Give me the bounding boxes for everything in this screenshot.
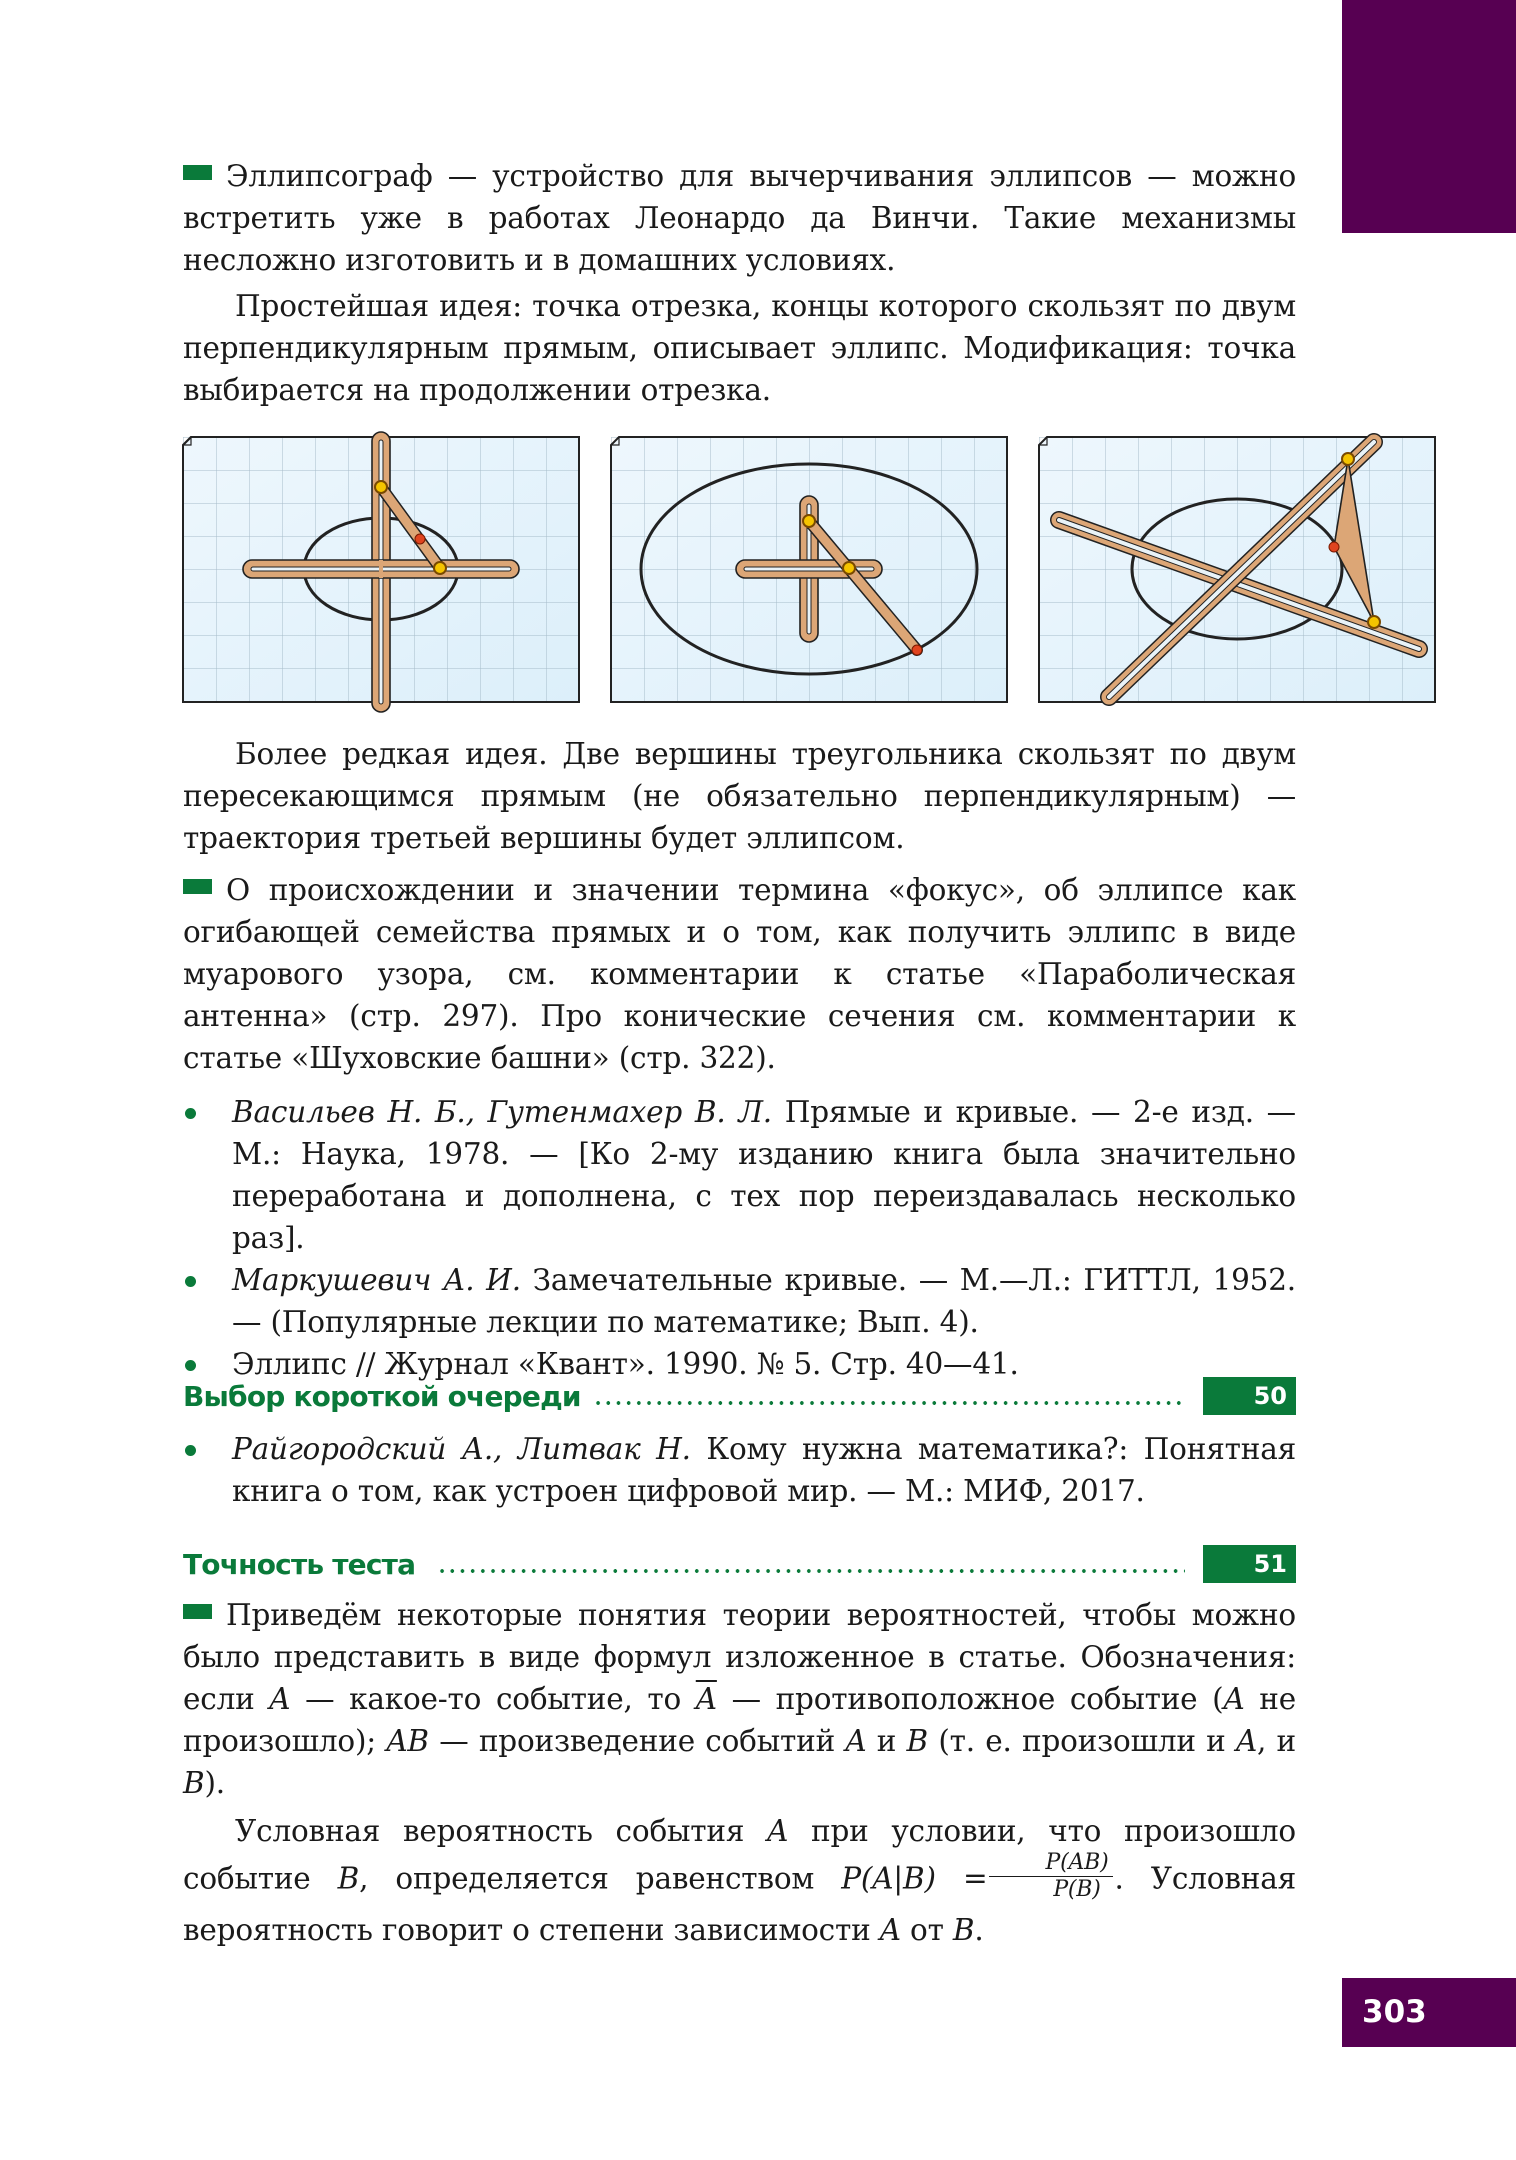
- paragraph-focus-reference: О происхождении и значении термина «фокус», об эллипсе как огибающей семейства прямых и о том, как получить эллипс в виде муарового узора, см. комментарии к статье «Параболическая антенна» (стр. 297). Про конические сечения см. комментарии к статье «Шуховские башни» (стр. 322).: [183, 873, 1296, 1075]
- references-list: [183, 1091, 1296, 1385]
- section-number-badge: 51: [1203, 1545, 1296, 1583]
- figure-panel-2: [611, 437, 1007, 702]
- bullet-icon: [185, 1276, 196, 1287]
- figure-panel-3: [1039, 437, 1435, 702]
- green-square-marker-icon: [183, 165, 212, 180]
- section-title: Точность теста: [183, 1547, 416, 1581]
- intro-paragraph-2: Простейшая идея: точка отрезка, концы которого скользят по двум перпендикулярным прямым, описывает эллипс. Модификация: точка выбирается на продолжении отрезка.: [183, 289, 1296, 407]
- reference-item: Райгородский А., Литвак Н. Кому нужна математика?: Понятная книга о том, как устроен цифровой мир. — М.: МИФ, 2017.: [183, 1428, 1296, 1512]
- references-list: [183, 1428, 1296, 1512]
- section-heading-queue: [183, 1376, 1296, 1416]
- bullet-icon: [185, 1445, 196, 1456]
- paragraph-triangle-idea: Более редкая идея. Две вершины треугольника скользят по двум пересекающимся прямым (не обязательно перпендикулярным) — траектория третьей вершины будет эллипсом.: [183, 737, 1296, 855]
- formula-fraction: $\frac{P(AB)}{P(B)}$: [989, 1850, 1112, 1903]
- intro-block: [183, 155, 1296, 411]
- reference-item: Эллипс // Журнал «Квант». 1990. № 5. Стр. 40—41.: [183, 1343, 1296, 1385]
- reference-item: Маркушевич А. И. Замечательные кривые. — М.—Л.: ГИТТЛ, 1952. — (Популярные лекции по математике; Вып. 4).: [183, 1259, 1296, 1343]
- green-square-marker-icon: [183, 1604, 212, 1619]
- figure-panel-1: [183, 437, 579, 702]
- figure-row: [183, 437, 1436, 717]
- leader-dots: [437, 1568, 1185, 1574]
- green-square-marker-icon: [183, 879, 212, 894]
- bullet-icon: [185, 1360, 196, 1371]
- section-heading-test-accuracy: [183, 1544, 1296, 1584]
- paragraph-probability-notation: Приведём некоторые понятия теории вероятностей, чтобы можно было представить в виде формул изложенное в статье. Обозначения: если A — какое-то событие, то $\overline{A}$ — противоположное событие (A не произошло); AB — произведение событий A и B (т. е. произошли и A, и B).: [183, 1598, 1296, 1800]
- leader-dots: [593, 1400, 1185, 1406]
- formula-lhs: P(A|B) =: [841, 1861, 988, 1896]
- chapter-tab: [1342, 0, 1516, 233]
- after-figures-block: [183, 733, 1296, 1385]
- intro-paragraph-1: Эллипсограф — устройство для вычерчивания эллипсов — можно встретить уже в работах Леонардо да Винчи. Такие механизмы несложно изготовить и в домашних условиях.: [183, 159, 1296, 277]
- section2-body: [183, 1594, 1296, 1953]
- reference-item: Васильев Н. Б., Гутенмахер В. Л. Прямые и кривые. — 2-е изд. — М.: Наука, 1978. — [Ко 2-му изданию книга была значительно переработана и дополнена, с тех пор переиздавалась несколько раз].: [183, 1091, 1296, 1259]
- section1-refs: [183, 1428, 1296, 1512]
- page-number: 303: [1342, 1978, 1516, 2047]
- bullet-icon: [185, 1108, 196, 1119]
- section-title: Выбор короткой очереди: [183, 1379, 581, 1413]
- section-number-badge: 50: [1203, 1377, 1296, 1415]
- paragraph-conditional-probability: Условная вероятность события A при условии, что произошло событие B, определяется равенством P(A|B) = $\frac{P(AB)}{P(B)}$ . Условная вероятность говорит о степени зависимости A от B.: [183, 1814, 1296, 1947]
